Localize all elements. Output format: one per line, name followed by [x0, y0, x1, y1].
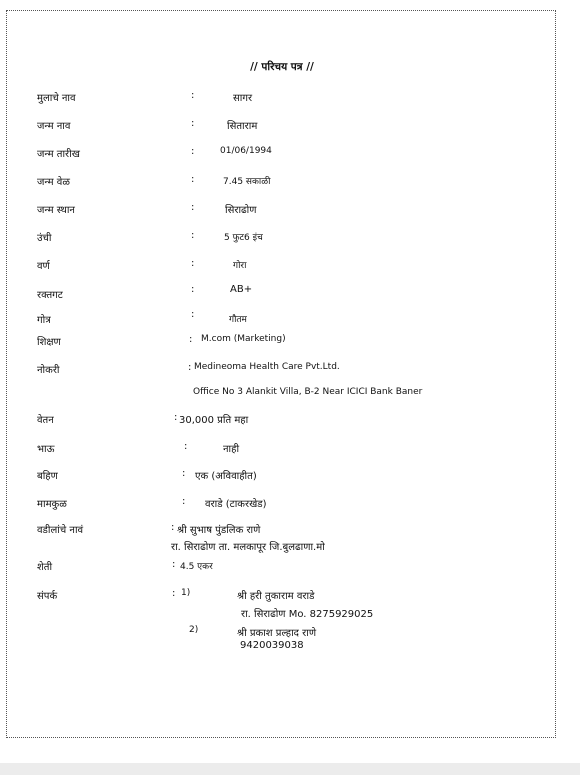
row-blood-group — [7, 284, 557, 300]
field-colon: : — [191, 230, 195, 241]
field-value: Medineoma Health Care Pvt.Ltd. — [194, 362, 340, 372]
field-label: नोकरी — [37, 365, 60, 376]
field-value: श्री सुभाष पुंडलिक राणे — [177, 525, 261, 536]
job-address: Office No 3 Alankit Villa, B-2 Near ICICI Bank Baner — [193, 387, 423, 397]
field-colon: : — [182, 468, 186, 479]
field-label: जन्म तारीख — [37, 149, 80, 160]
row-birth-date — [7, 146, 557, 162]
field-value: गोरा — [233, 261, 247, 271]
field-label: गोत्र — [37, 315, 51, 326]
field-label: शिक्षण — [37, 337, 61, 348]
row-contact-1 — [7, 588, 557, 604]
field-label: संपर्क — [37, 591, 58, 602]
field-value: एक (अविवाहीत) — [195, 471, 257, 482]
field-value: 01/06/1994 — [220, 146, 272, 156]
row-farm — [7, 559, 557, 575]
field-label: वेतन — [37, 415, 54, 426]
field-label: शेती — [37, 562, 53, 573]
row-complexion — [7, 258, 557, 274]
document-page — [6, 10, 556, 738]
field-label: भाऊ — [37, 444, 55, 455]
field-colon: : — [191, 174, 195, 185]
row-height — [7, 230, 557, 246]
contact-number: 2) — [189, 625, 199, 635]
row-contact-2-detail — [7, 640, 557, 656]
field-value: 30,000 प्रति महा — [179, 415, 249, 426]
field-label: वडीलांचे नावं — [37, 525, 84, 536]
field-colon: : — [191, 309, 195, 320]
field-value: सिताराम — [227, 121, 258, 132]
field-value: 5 फुट6 इंच — [224, 233, 263, 243]
contact-detail: 9420039038 — [240, 640, 304, 651]
row-salary — [7, 412, 557, 428]
field-colon: : — [189, 334, 193, 345]
field-colon: : — [172, 588, 176, 599]
field-colon: : — [191, 284, 195, 295]
field-colon: : — [191, 118, 195, 129]
field-colon: : — [171, 522, 175, 533]
contact-name: श्री प्रकाश प्रल्हाद राणे — [237, 628, 317, 639]
row-job-address — [7, 387, 557, 403]
row-contact-2 — [7, 625, 557, 641]
contact-number: 1) — [181, 588, 191, 598]
field-value: वराडे (टाकरखेड) — [205, 499, 267, 510]
field-value: AB+ — [230, 284, 253, 295]
field-value: 4.5 एकर — [180, 562, 213, 572]
row-birth-name — [7, 118, 557, 134]
row-father-address — [7, 539, 557, 555]
field-colon: : — [184, 441, 188, 452]
field-colon: : — [182, 496, 186, 507]
row-brother — [7, 441, 557, 457]
row-father-name — [7, 522, 557, 538]
field-colon: : — [174, 412, 178, 423]
field-value: 7.45 सकाळी — [223, 177, 271, 187]
row-gotra — [7, 309, 557, 325]
field-colon: : — [188, 362, 192, 373]
contact-name: श्री हरी तुकाराम वराडे — [237, 591, 315, 602]
field-value: नाही — [223, 444, 240, 455]
field-colon: : — [191, 146, 195, 157]
row-education — [7, 334, 557, 350]
row-contact-1-detail — [7, 606, 557, 622]
field-label: जन्म स्थान — [37, 205, 75, 216]
row-job — [7, 362, 557, 378]
document-title: // परिचय पत्र // — [250, 61, 314, 73]
contact-detail: रा. सिराढोण Mo. 8275929025 — [241, 609, 374, 620]
father-address: रा. सिराढोण ता. मलकापूर जि.बुलढाणा.मो — [171, 542, 325, 553]
field-label: बहिण — [37, 471, 58, 482]
footer-bar — [0, 763, 580, 775]
field-value: M.com (Marketing) — [201, 334, 286, 344]
field-label: उंची — [37, 233, 52, 244]
field-value: गौतम — [229, 315, 247, 325]
field-label: जन्म नाव — [37, 121, 71, 132]
row-boy-name — [7, 90, 557, 106]
field-value: सिराढोण — [225, 205, 257, 216]
field-colon: : — [172, 559, 176, 570]
row-sister — [7, 468, 557, 484]
row-birth-time — [7, 174, 557, 190]
row-birth-place — [7, 202, 557, 218]
field-label: मुलाचे नाव — [37, 93, 76, 104]
field-colon: : — [191, 258, 195, 269]
field-colon: : — [191, 202, 195, 213]
row-maternal-family — [7, 496, 557, 512]
field-label: रक्तगट — [37, 290, 63, 301]
field-label: जन्म वेळ — [37, 177, 70, 188]
field-value: सागर — [233, 93, 253, 104]
field-label: मामकुळ — [37, 499, 67, 510]
field-label: वर्ण — [37, 261, 50, 272]
field-colon: : — [191, 90, 195, 101]
